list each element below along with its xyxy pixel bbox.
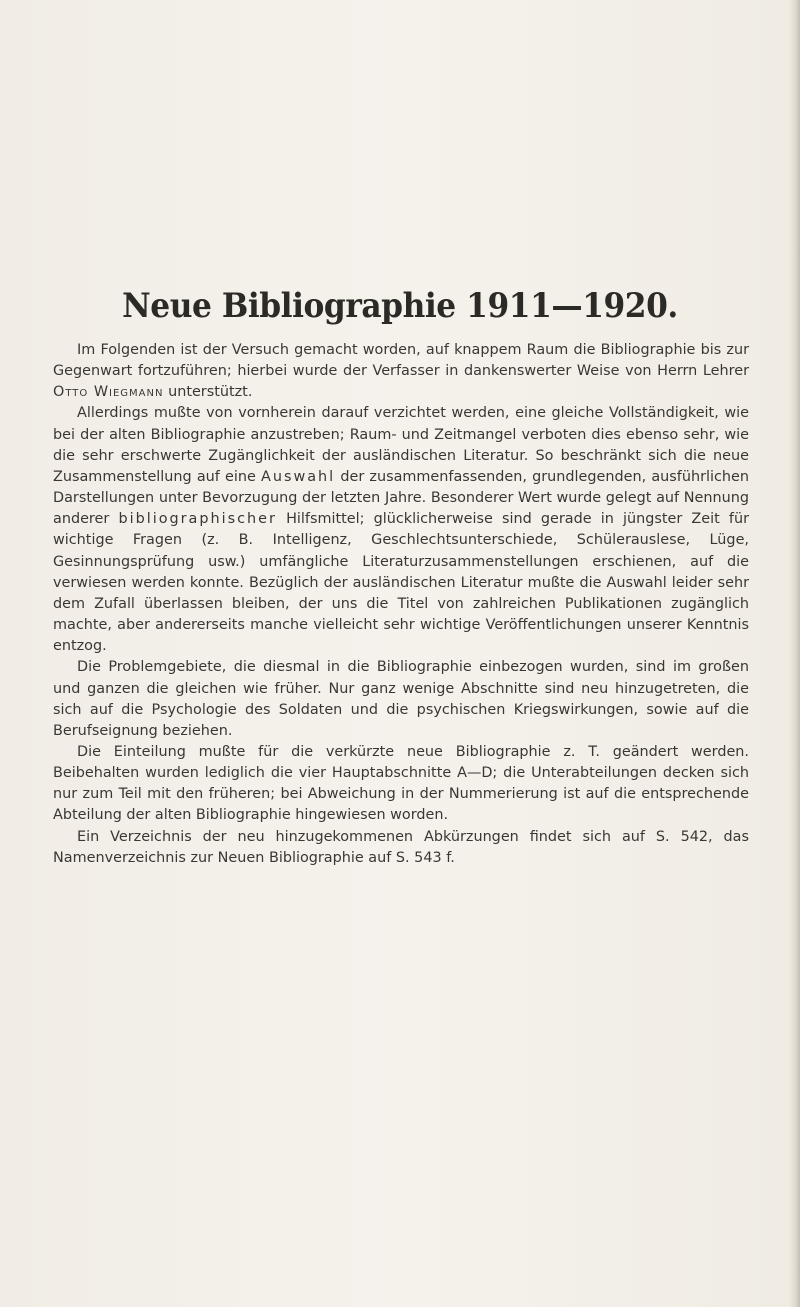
emphasis-auswahl: Auswahl — [261, 468, 336, 485]
page-title: Neue Bibliographie 1911—1920. — [122, 286, 678, 326]
body-text — [53, 340, 749, 869]
emphasis-bibliographischer: bibliographischer — [118, 511, 277, 528]
paragraph-intro: Im Folgenden ist der Versuch gemacht worden, auf knappem Raum die Bibliographie bis zur Gegenwart fortzuführen; hierbei wurde der Verfasser in dankenswerter Weise von Herrn Lehrer Otto Wiegmann unterstützt. — [53, 342, 749, 401]
paragraph-scope: Allerdings mußte von vornherein darauf verzichtet werden, eine gleiche Vollständigkeit, wie bei der alten Bibliographie anzustreben; Raum- und Zeitmangel verboten dies ebenso sehr, wie die sehr erschwerte Zugänglichkeit der ausländischen Literatur. So beschränkt sich die neue Zusammenstellung auf eine Auswahl der zusammenfassenden, grundlegenden, ausführlichen Darstellungen unter Bevorzugung der letzten Jahre. Besonderer Wert wurde gelegt auf Nennung anderer bibliographischer Hilfsmittel; glücklicherweise sind gerade in jüngster Zeit für wichtige Fragen (z. B. Intelligenz, Geschlechtsunterschiede, Schülerauslese, Lüge, Gesinnungsprüfung usw.) umfängliche Literaturzusammenstellungen erschienen, auf die verwiesen werden konnte. Bezüglich der ausländischen Literatur mußte die Auswahl leider sehr dem Zufall überlassen bleiben, der uns die Titel von zahlreichen Publikationen zugänglich machte, aber andererseits manche vielleicht sehr wichtige Veröffentlichungen unserer Kenntnis entzog. — [53, 405, 749, 655]
paragraph-problem-areas: Die Problemgebiete, die diesmal in die Bibliographie einbezogen wurden, sind im großen und ganzen die gleichen wie früher. Nur ganz wenige Abschnitte sind neu hinzugetreten, die sich auf die Psychologie des Soldaten und die psychischen Kriegswirkungen, sowie auf die Berufseignung beziehen. — [53, 659, 749, 739]
paragraph-structure: Die Einteilung mußte für die verkürzte neue Bibliographie z. T. geändert werden. Beibehalten wurden lediglich die vier Hauptabschnitte A—D; die Unterabteilungen decken sich nur zum Teil mit den früheren; bei Abweichung in der Nummerierung ist auf die entsprechende Abteilung der alten Bibliographie hingewiesen worden. — [53, 743, 749, 824]
page-edge-shadow — [788, 0, 800, 1307]
author-name: Otto Wiegmann — [53, 384, 164, 401]
paragraph-index-note: Ein Verzeichnis der neu hinzugekommenen Abkürzungen findet sich auf S. 542, das Namenverzeichnis zur Neuen Bibliographie auf S. 543 f. — [53, 828, 749, 866]
